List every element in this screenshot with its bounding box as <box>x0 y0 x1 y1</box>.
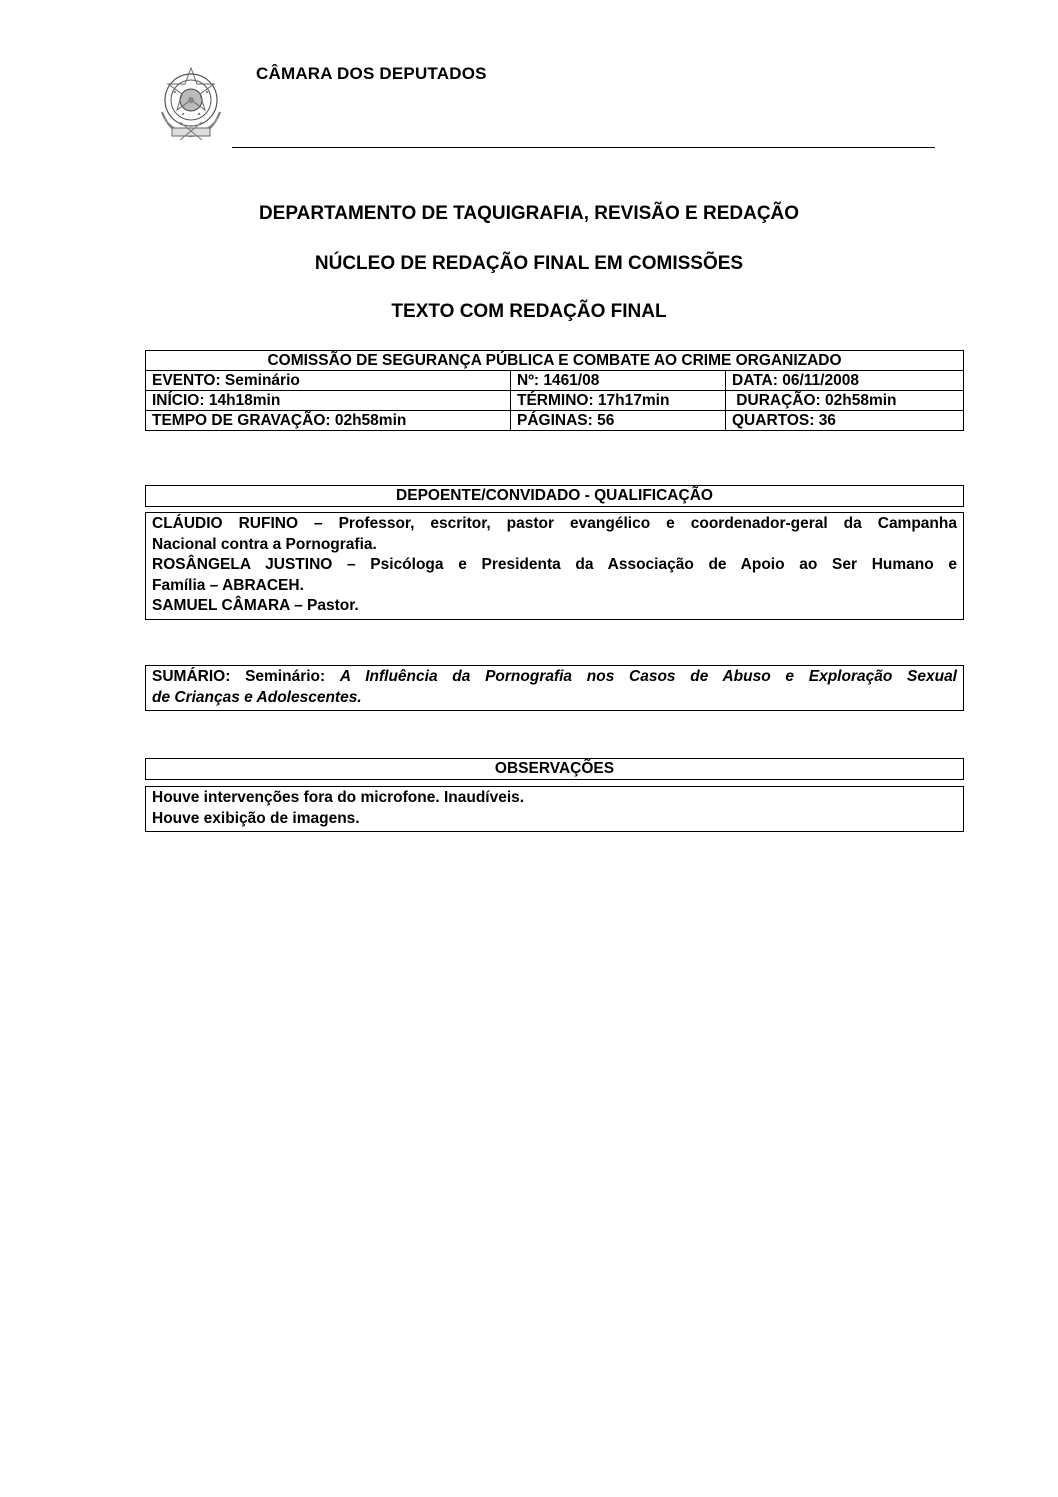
observations-heading: OBSERVAÇÕES <box>145 758 964 780</box>
quarters-cell: QUARTOS: 36 <box>726 411 964 431</box>
list-item: ROSÂNGELA JUSTINO – Psicóloga e Presidenta da Associação de Apoio ao Ser Humano e <box>152 556 957 573</box>
summary-title-part1: A Influência da Pornografia nos Casos de Abuso e Exploração Sexual <box>339 668 957 685</box>
list-item: CLÁUDIO RUFINO – Professor, escritor, pastor evangélico e coordenador-geral da Campanha <box>152 515 957 532</box>
text-type-title: TEXTO COM REDAÇÃO FINAL <box>391 301 667 322</box>
summary-title-part2: de Crianças e Adolescentes. <box>152 688 362 706</box>
list-item: Houve intervenções fora do microfone. Inaudíveis. <box>152 789 525 806</box>
table-row <box>146 391 964 411</box>
list-item: SAMUEL CÂMARA – Pastor. <box>152 597 359 614</box>
start-cell: INÍCIO: 14h18min <box>146 391 511 411</box>
session-info-table <box>145 350 964 431</box>
summary-box <box>145 665 964 711</box>
committee-name: COMISSÃO DE SEGURANÇA PÚBLICA E COMBATE AO CRIME ORGANIZADO <box>146 351 964 371</box>
org-name: CÂMARA DOS DEPUTADOS <box>256 64 487 83</box>
summary-line-1 <box>152 667 957 688</box>
duration-cell: DURAÇÃO: 02h58min <box>726 391 964 411</box>
list-item: Família – ABRACEH. <box>152 576 304 594</box>
department-title: DEPARTAMENTO DE TAQUIGRAFIA, REVISÃO E REDAÇÃO <box>258 203 800 224</box>
pages-cell: PÁGINAS: 56 <box>511 411 726 431</box>
list-item: Houve exibição de imagens. <box>152 809 360 827</box>
table-row <box>146 411 964 431</box>
end-cell: TÉRMINO: 17h17min <box>511 391 726 411</box>
event-cell: EVENTO: Seminário <box>146 371 511 391</box>
committee-row <box>146 351 964 371</box>
observations-list <box>145 786 964 832</box>
header-rule <box>232 147 935 148</box>
recording-time-cell: TEMPO DE GRAVAÇÃO: 02h58min <box>146 411 511 431</box>
number-cell: Nº: 1461/08 <box>511 371 726 391</box>
date-cell: DATA: 06/11/2008 <box>726 371 964 391</box>
list-item: Nacional contra a Pornografia. <box>152 535 377 553</box>
deponents-list <box>145 512 964 620</box>
nucleus-title: NÚCLEO DE REDAÇÃO FINAL EM COMISSÕES <box>314 253 744 274</box>
table-row <box>146 371 964 391</box>
summary-prefix: SUMÁRIO: Seminário: <box>152 668 340 685</box>
deponents-heading: DEPOENTE/CONVIDADO - QUALIFICAÇÃO <box>145 485 964 507</box>
brazil-coat-of-arms-icon <box>150 62 232 144</box>
